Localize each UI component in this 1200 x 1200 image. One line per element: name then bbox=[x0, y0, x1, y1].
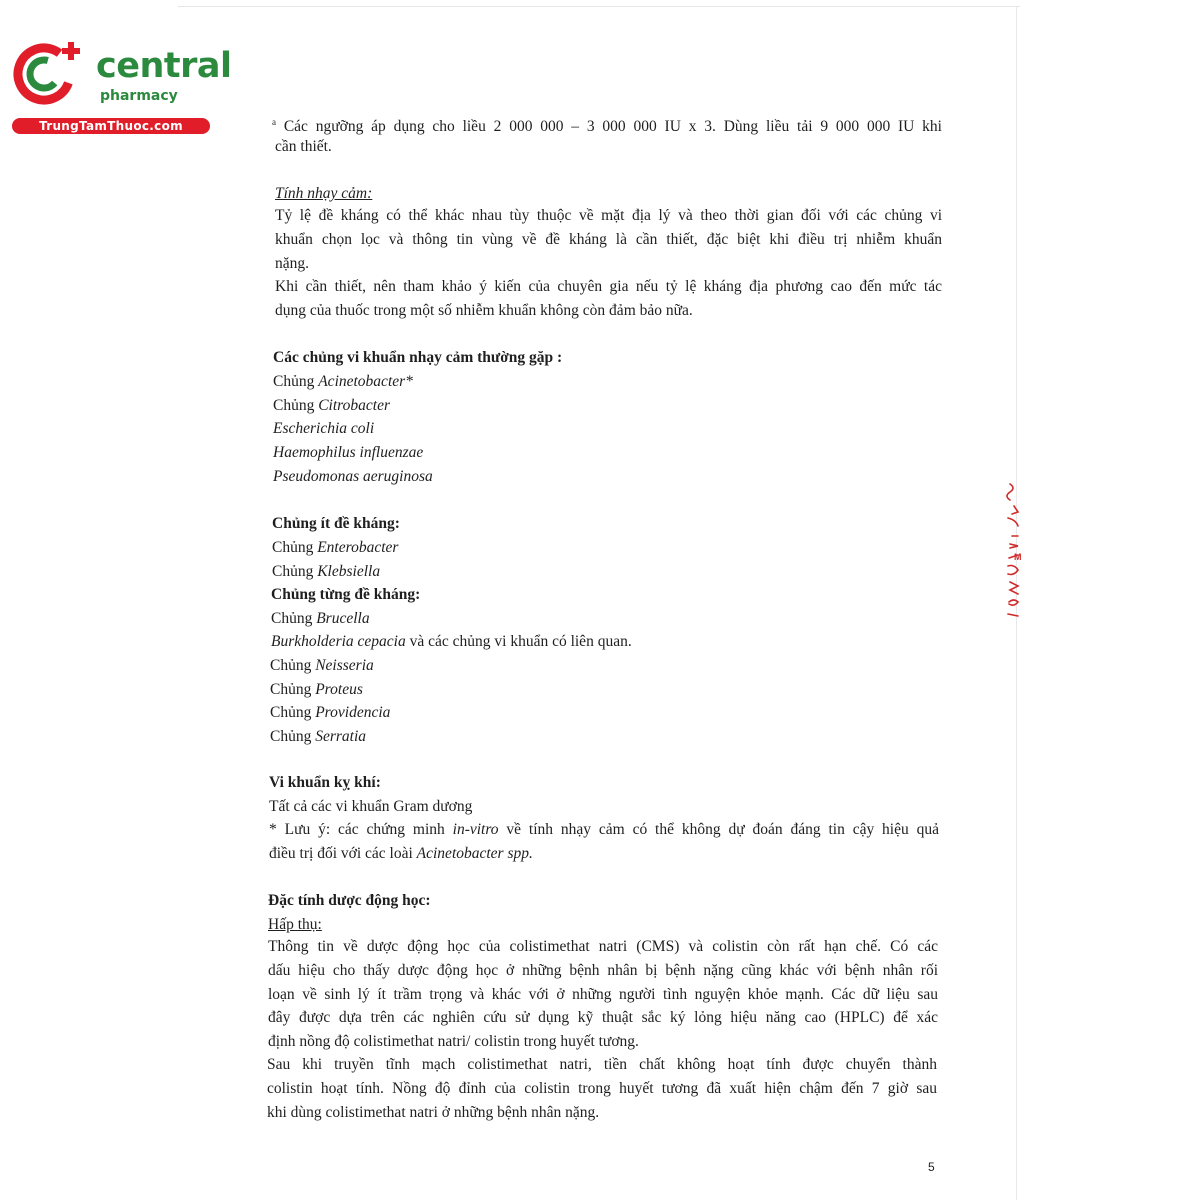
paragraph-line: Tất cả các vi khuẩn Gram dương bbox=[269, 798, 473, 815]
paragraph-line: khi dùng colistimethat natri ở những bệnh nhân nặng. bbox=[267, 1104, 600, 1121]
list-item: Chủng Enterobacter bbox=[272, 539, 399, 556]
paragraph-line: Khi cần thiết, nên tham khảo ý kiến của chuyên gia nếu tỷ lệ kháng địa phương cao đến mức tác bbox=[275, 278, 942, 295]
list-item: Chủng Acinetobacter* bbox=[273, 373, 413, 390]
paragraph-line: Thông tin về dược động học của colistimethat natri (CMS) và colistin còn rất hạn chế. Có các bbox=[268, 938, 938, 955]
list-item: Burkholderia cepacia và các chủng vi khuẩn có liên quan. bbox=[271, 633, 632, 650]
section-heading: Các chủng vi khuẩn nhạy cảm thường gặp : bbox=[273, 349, 563, 366]
paragraph-line: Sau khi truyền tĩnh mạch colistimethat natri, tiền chất không hoạt tính được chuyển thành bbox=[267, 1056, 937, 1073]
section-heading: Chủng từng đề kháng: bbox=[271, 586, 421, 603]
list-item: Chủng Neisseria bbox=[270, 657, 374, 674]
section-heading: Vi khuẩn kỵ khí: bbox=[269, 774, 381, 791]
footnote-line: cần thiết. bbox=[275, 138, 332, 155]
list-item: Haemophilus influenzae bbox=[273, 444, 424, 461]
paper-edge bbox=[178, 6, 1020, 7]
footnote-text: Các ngưỡng áp dụng cho liều 2 000 000 – 3 000 000 IU x 3. Dùng liều tải 9 000 000 IU khi bbox=[283, 118, 942, 136]
paragraph-line: colistin hoạt tính. Nồng độ đỉnh của colistin trong huyết tương đã xuất hiện chậm đến 7 giờ sau bbox=[267, 1080, 937, 1097]
section-subtitle: Hấp thụ: bbox=[268, 916, 322, 933]
pharmacy-cross-icon bbox=[10, 38, 90, 108]
section-subtitle: Tính nhạy cảm: bbox=[275, 185, 373, 202]
list-item: Chủng Providencia bbox=[270, 704, 391, 721]
paragraph-line: * Lưu ý: các chứng minh in-vitro về tính nhạy cảm có thể không dự đoán đáng tin cậy hiệu quả bbox=[269, 821, 939, 838]
paragraph-line: khuẩn chọn lọc và thông tin vùng về đề kháng là cần thiết, đặc biệt khi điều trị nhiễm khuẩn bbox=[275, 231, 942, 248]
list-item: Chủng Brucella bbox=[271, 610, 370, 627]
paragraph-line: Tỷ lệ đề kháng có thể khác nhau tùy thuộc về mặt địa lý và theo thời gian đối với các chủng vi bbox=[275, 207, 942, 224]
section-heading: Đặc tính dược động học: bbox=[268, 892, 431, 909]
section-heading: Chủng ít đề kháng: bbox=[272, 515, 400, 532]
paragraph-line: nặng. bbox=[275, 255, 310, 272]
paragraph-line: đây được dựa trên các nghiên cứu sử dụng kỹ thuật sắc ký lỏng hiệu năng cao (HPLC) để xác bbox=[268, 1009, 938, 1026]
page-number: 5 bbox=[928, 1160, 935, 1174]
list-item: Chủng Citrobacter bbox=[273, 397, 390, 414]
list-item: Chủng Proteus bbox=[270, 681, 363, 698]
svg-text:M: M bbox=[1014, 552, 1022, 562]
brand-name: central bbox=[96, 46, 232, 86]
paragraph-line: dấu hiệu cho thấy dược động học ở những bệnh nhân bị bệnh nặng cũng khác với bệnh nhân rối bbox=[268, 962, 938, 979]
central-pharmacy-logo[interactable] bbox=[10, 38, 232, 138]
list-item: Chủng Serratia bbox=[270, 728, 367, 745]
paragraph-line: dụng của thuốc trong một số nhiễm khuẩn không còn đảm bảo nữa. bbox=[275, 302, 693, 319]
list-item: Escherichia coli bbox=[273, 420, 375, 437]
brand-subtitle: pharmacy bbox=[100, 88, 178, 104]
list-item: Chủng Klebsiella bbox=[272, 563, 381, 580]
brand-url[interactable]: TrungTamThuoc.com bbox=[12, 118, 210, 134]
paragraph-line: định nồng độ colistimethat natri/ colistin trong huyết tương. bbox=[268, 1033, 639, 1050]
paragraph-line: loạn về sinh lý ít trầm trọng và khác với ở những người tình nguyện khỏe mạnh. Các dữ liệu sau bbox=[268, 986, 938, 1003]
paragraph-line: điều trị đối với các loài Acinetobacter spp. bbox=[269, 845, 533, 862]
footnote-line bbox=[272, 112, 942, 137]
list-item: Pseudomonas aeruginosa bbox=[273, 468, 433, 485]
red-stamp-icon bbox=[996, 470, 1036, 630]
footnote-marker: a bbox=[272, 117, 276, 127]
